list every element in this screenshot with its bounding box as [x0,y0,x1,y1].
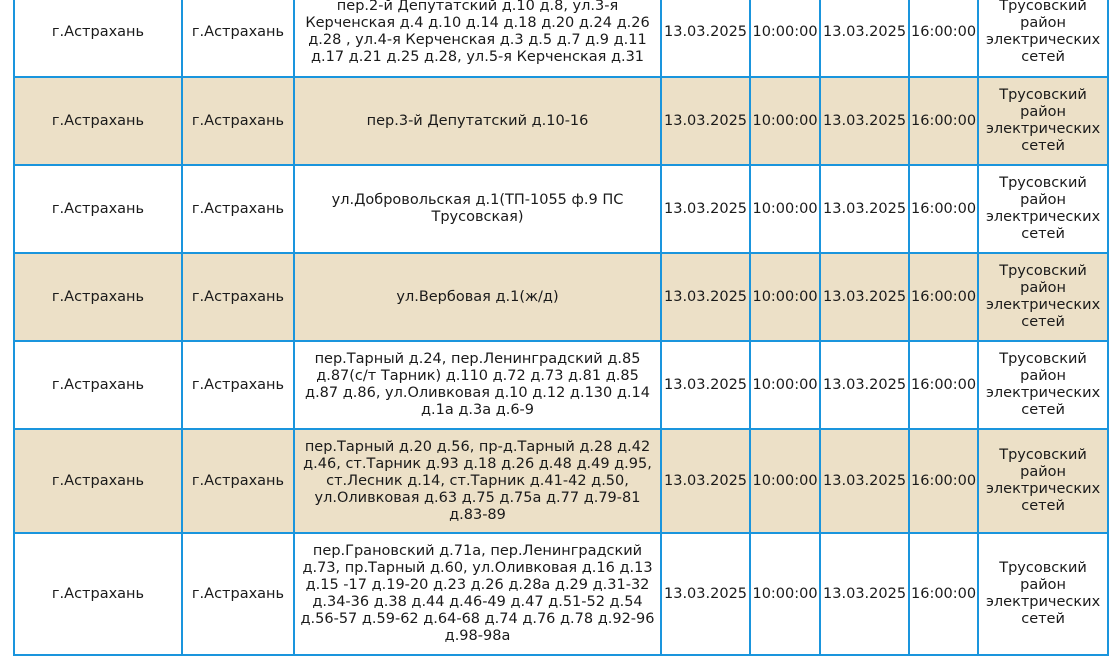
start-time-cell: 10:00:00 [750,429,820,533]
district-cell: Трусовский район электрических сетей [978,77,1108,165]
district-cell: Трусовский район электрических сетей [978,0,1108,77]
district-cell: Трусовский район электрических сетей [978,253,1108,341]
end-date-cell: 13.03.2025 [820,429,909,533]
start-time-cell: 10:00:00 [750,165,820,253]
address-cell: ул.Добровольская д.1(ТП-1055 ф.9 ПС Трусовская) [294,165,661,253]
table-row [14,77,1108,165]
settlement-cell: г.Астрахань [182,253,294,341]
settlement-cell: г.Астрахань [182,165,294,253]
table-row [14,533,1108,655]
table-row [14,341,1108,429]
address-cell: ул.Вербовая д.1(ж/д) [294,253,661,341]
end-date-cell: 13.03.2025 [820,0,909,77]
settlement-cell: г.Астрахань [182,341,294,429]
city-cell: г.Астрахань [14,0,182,77]
end-time-cell: 16:00:00 [909,429,978,533]
end-time-cell: 16:00:00 [909,533,978,655]
address-cell: пер.2-й Депутатский д.10 д.8, ул.3-я Керченская д.4 д.10 д.14 д.18 д.20 д.24 д.26 д.28 , ул.4-я Керченская д.3 д.5 д.7 д.9 д.11 д.17 д.21 д.25 д.28, ул.5-я Керченская д.31 [294,0,661,77]
outage-schedule-table [13,0,1109,656]
start-date-cell: 13.03.2025 [661,253,750,341]
end-date-cell: 13.03.2025 [820,77,909,165]
district-cell: Трусовский район электрических сетей [978,429,1108,533]
settlement-cell: г.Астрахань [182,77,294,165]
end-time-cell: 16:00:00 [909,253,978,341]
district-cell: Трусовский район электрических сетей [978,341,1108,429]
district-cell: Трусовский район электрических сетей [978,165,1108,253]
start-date-cell: 13.03.2025 [661,165,750,253]
start-date-cell: 13.03.2025 [661,429,750,533]
city-cell: г.Астрахань [14,429,182,533]
table-row [14,165,1108,253]
city-cell: г.Астрахань [14,165,182,253]
table-row [14,253,1108,341]
start-date-cell: 13.03.2025 [661,77,750,165]
start-time-cell: 10:00:00 [750,0,820,77]
start-time-cell: 10:00:00 [750,77,820,165]
start-date-cell: 13.03.2025 [661,341,750,429]
start-time-cell: 10:00:00 [750,533,820,655]
end-date-cell: 13.03.2025 [820,165,909,253]
start-date-cell: 13.03.2025 [661,533,750,655]
table-row [14,0,1108,77]
address-cell: пер.3-й Депутатский д.10-16 [294,77,661,165]
end-time-cell: 16:00:00 [909,0,978,77]
settlement-cell: г.Астрахань [182,533,294,655]
start-time-cell: 10:00:00 [750,341,820,429]
end-date-cell: 13.03.2025 [820,253,909,341]
settlement-cell: г.Астрахань [182,429,294,533]
address-cell: пер.Грановский д.71а, пер.Ленинградский д.73, пр.Тарный д.60, ул.Оливковая д.16 д.13 д.15 -17 д.19-20 д.23 д.26 д.28а д.29 д.31-32 д.34-36 д.38 д.44 д.46-49 д.47 д.51-52 д.54 д.56-57 д.59-62 д.64-68 д.74 д.76 д.78 д.92-96 д.98-98а [294,533,661,655]
table-row [14,429,1108,533]
city-cell: г.Астрахань [14,77,182,165]
city-cell: г.Астрахань [14,533,182,655]
address-cell: пер.Тарный д.20 д.56, пр-д.Тарный д.28 д.42 д.46, ст.Тарник д.93 д.18 д.26 д.48 д.49 д.95, ст.Лесник д.14, ст.Тарник д.41-42 д.50, ул.Оливковая д.63 д.75 д.75а д.77 д.79-81 д.83-89 [294,429,661,533]
city-cell: г.Астрахань [14,341,182,429]
end-time-cell: 16:00:00 [909,165,978,253]
start-time-cell: 10:00:00 [750,253,820,341]
end-time-cell: 16:00:00 [909,341,978,429]
end-time-cell: 16:00:00 [909,77,978,165]
end-date-cell: 13.03.2025 [820,341,909,429]
settlement-cell: г.Астрахань [182,0,294,77]
district-cell: Трусовский район электрических сетей [978,533,1108,655]
end-date-cell: 13.03.2025 [820,533,909,655]
address-cell: пер.Тарный д.24, пер.Ленинградский д.85 д.87(с/т Тарник) д.110 д.72 д.73 д.81 д.85 д.87 д.86, ул.Оливковая д.10 д.12 д.130 д.14 д.1а д.3а д.6-9 [294,341,661,429]
start-date-cell: 13.03.2025 [661,0,750,77]
city-cell: г.Астрахань [14,253,182,341]
